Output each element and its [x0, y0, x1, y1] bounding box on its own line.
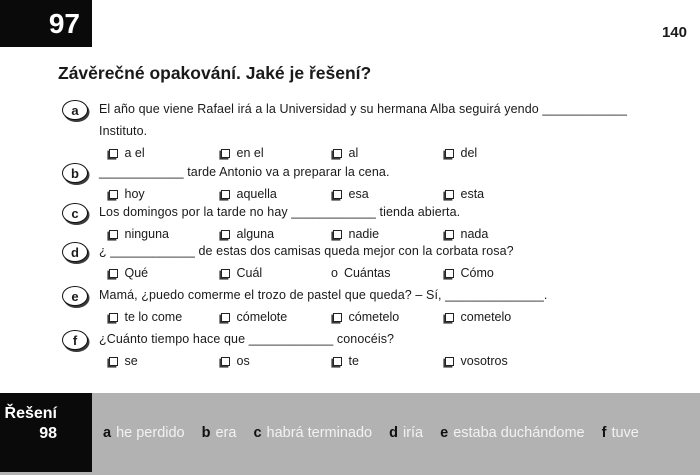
answer-text: he perdido	[116, 424, 185, 441]
checkbox-icon[interactable]	[333, 230, 342, 239]
option-label: Qué	[124, 266, 149, 280]
answer-option[interactable]	[219, 227, 331, 241]
checkbox-icon[interactable]	[221, 190, 230, 199]
answer-pair	[202, 425, 237, 441]
answer-option[interactable]	[331, 227, 443, 241]
answer-text: habrá terminado	[266, 424, 373, 441]
checkbox-icon[interactable]	[445, 230, 454, 239]
option-label: cómelote	[236, 310, 288, 324]
option-label: cometelo	[460, 310, 512, 324]
option-label: cómetelo	[348, 310, 400, 324]
answer-option[interactable]	[219, 266, 331, 280]
page-number: 140	[661, 24, 687, 41]
question-text: ____________ tarde Antonio va a preparar la cena.	[99, 165, 390, 179]
answer-pair	[440, 425, 584, 441]
answer-option[interactable]	[219, 187, 331, 201]
checkbox-icon[interactable]	[221, 269, 230, 278]
answer-letter: b	[201, 424, 211, 441]
question-letter: b	[71, 165, 79, 181]
checkbox-icon[interactable]	[445, 190, 454, 199]
option-label: esta	[460, 187, 485, 201]
checkbox-icon[interactable]	[333, 357, 342, 366]
solutions-answers	[103, 393, 656, 472]
answer-text: era	[215, 424, 237, 441]
option-label: se	[124, 354, 138, 368]
answer-option[interactable]	[107, 310, 219, 324]
page-title: Závěrečné opakování. Jaké je řešení?	[58, 63, 372, 83]
question-text: Mamá, ¿puedo comerme el trozo de pastel que queda? – Sí, ______________.	[99, 288, 548, 302]
question-text: Instituto.	[99, 124, 148, 138]
answer-option[interactable]	[443, 310, 555, 324]
o-marker: o	[331, 266, 338, 280]
answer-pair	[602, 425, 639, 441]
answer-option[interactable]	[443, 227, 555, 241]
question-e	[62, 284, 686, 328]
answer-option[interactable]	[443, 187, 555, 201]
question-a	[62, 98, 686, 164]
answer-option[interactable]	[107, 266, 219, 280]
answer-option[interactable]	[107, 354, 219, 368]
answer-option[interactable]	[331, 266, 443, 280]
answer-pair	[389, 425, 423, 441]
checkbox-icon[interactable]	[221, 357, 230, 366]
answer-text: estaba duchándome	[453, 424, 585, 441]
answer-option[interactable]	[443, 146, 555, 160]
checkbox-icon[interactable]	[109, 313, 118, 322]
checkbox-icon[interactable]	[221, 230, 230, 239]
checkbox-icon[interactable]	[333, 313, 342, 322]
lesson-number-block	[0, 0, 92, 47]
answer-option[interactable]	[331, 354, 443, 368]
question-letter: d	[71, 244, 79, 260]
checkbox-icon[interactable]	[445, 357, 454, 366]
options-row	[107, 306, 555, 328]
option-label: esa	[348, 187, 369, 201]
question-letter-badge	[62, 203, 88, 223]
answer-option[interactable]	[331, 146, 443, 160]
answer-pair	[253, 425, 372, 441]
question-c	[62, 201, 686, 245]
answer-option[interactable]	[219, 354, 331, 368]
question-f	[62, 328, 686, 372]
option-label: nadie	[348, 227, 380, 241]
option-label: te lo come	[124, 310, 183, 324]
question-letter-badge	[62, 286, 88, 306]
checkbox-icon[interactable]	[221, 313, 230, 322]
question-letter: c	[71, 205, 79, 221]
option-label: te	[348, 354, 359, 368]
checkbox-icon[interactable]	[333, 149, 342, 158]
answer-pair	[103, 425, 185, 441]
question-d	[62, 240, 686, 284]
checkbox-icon[interactable]	[109, 357, 118, 366]
option-label: a el	[124, 146, 145, 160]
option-label: hoy	[124, 187, 145, 201]
answer-option[interactable]	[107, 187, 219, 201]
options-row	[107, 350, 555, 372]
question-text: ¿Cuánto tiempo hace que ____________ conocéis?	[99, 332, 395, 346]
question-letter-badge	[62, 100, 88, 120]
lesson-number: 97	[48, 7, 80, 39]
checkbox-icon[interactable]	[109, 149, 118, 158]
question-letter-badge	[62, 163, 88, 183]
option-label: del	[460, 146, 478, 160]
solutions-bar	[0, 393, 700, 475]
question-letter: f	[72, 332, 78, 348]
option-label: Cuántas	[343, 266, 391, 280]
checkbox-icon[interactable]	[445, 149, 454, 158]
checkbox-icon[interactable]	[333, 190, 342, 199]
options-row	[107, 262, 555, 284]
question-text: ¿ ____________ de estas dos camisas queda mejor con la corbata rosa?	[99, 244, 514, 258]
solutions-page-number: 98	[39, 425, 57, 442]
answer-option[interactable]	[331, 310, 443, 324]
solutions-block	[0, 393, 92, 472]
question-b	[62, 161, 686, 205]
answer-option[interactable]	[107, 146, 219, 160]
answer-option[interactable]	[443, 354, 555, 368]
checkbox-icon[interactable]	[445, 269, 454, 278]
answer-option[interactable]	[107, 227, 219, 241]
question-letter-badge	[62, 242, 88, 262]
solutions-label: Řešení	[4, 405, 57, 422]
answer-letter: c	[253, 424, 262, 441]
checkbox-icon[interactable]	[109, 230, 118, 239]
answer-text: iría	[402, 424, 424, 441]
checkbox-icon[interactable]	[445, 313, 454, 322]
checkbox-icon[interactable]	[221, 149, 230, 158]
answer-option[interactable]	[443, 266, 555, 280]
question-letter: e	[71, 288, 79, 304]
answer-letter: f	[601, 424, 607, 441]
checkbox-icon[interactable]	[109, 269, 118, 278]
answer-option[interactable]	[219, 310, 331, 324]
option-label: Cómo	[460, 266, 494, 280]
option-label: alguna	[236, 227, 275, 241]
option-label: vosotros	[460, 354, 508, 368]
question-text: Los domingos por la tarde no hay ____________ tienda abierta.	[99, 205, 461, 219]
option-label: al	[348, 146, 359, 160]
option-label: en el	[236, 146, 264, 160]
option-label: aquella	[236, 187, 277, 201]
answer-text: tuve	[611, 424, 639, 441]
question-text: El año que viene Rafael irá a la Universidad y su hermana Alba seguirá yendo ____________	[99, 102, 628, 116]
checkbox-icon[interactable]	[109, 190, 118, 199]
option-label: os	[236, 354, 250, 368]
answer-letter: a	[103, 424, 112, 441]
option-label: nada	[460, 227, 489, 241]
answer-option[interactable]	[219, 146, 331, 160]
question-letter: a	[71, 102, 79, 118]
answer-option[interactable]	[331, 187, 443, 201]
option-label: Cuál	[236, 266, 263, 280]
option-label: ninguna	[124, 227, 169, 241]
answer-letter: d	[389, 424, 398, 441]
answer-letter: e	[440, 424, 449, 441]
question-letter-badge	[62, 330, 88, 350]
